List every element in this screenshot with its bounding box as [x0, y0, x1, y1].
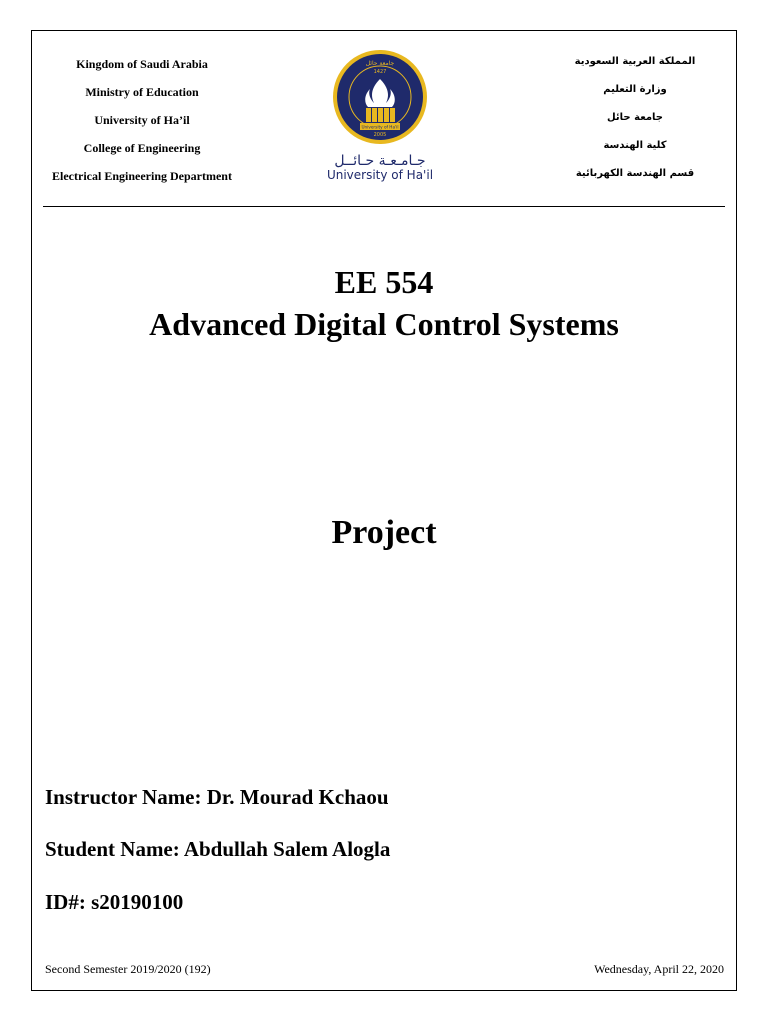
footer-semester: Second Semester 2019/2020 (192) [45, 962, 211, 976]
header-line-country-ar: المملكة العربية السعودية [574, 56, 696, 67]
instructor-name: Instructor Name: Dr. Mourad Kchaou [45, 785, 389, 809]
header-line-country: Kingdom of Saudi Arabia [76, 57, 208, 71]
logo-seal-year-bottom: 2005 [373, 132, 387, 138]
footer-date: Wednesday, April 22, 2020 [594, 962, 724, 976]
header-line-college-ar: كلية الهندسة [603, 140, 667, 151]
document-type: Project [331, 514, 437, 551]
header-line-university: University of Ha’il [94, 113, 190, 127]
header-line-department: Electrical Engineering Department [52, 169, 232, 183]
logo-arabic-name: جـامـعـة حـائــل [334, 153, 426, 169]
header-line-college: College of Engineering [83, 141, 201, 155]
header-divider [43, 206, 725, 207]
header-arabic-block [560, 48, 710, 188]
university-logo [316, 43, 444, 183]
course-name: Advanced Digital Control Systems [149, 306, 619, 342]
logo-seal-year-top: 1427 [373, 69, 387, 75]
logo-seal-arabic: جامعة حائل [365, 60, 395, 67]
logo-seal-name: University of Ha'il [361, 124, 399, 130]
header-line-ministry: Ministry of Education [85, 85, 199, 99]
header-english-block [44, 50, 240, 190]
logo-english-name: University of Ha'il [326, 168, 434, 182]
student-id: ID#: s20190100 [45, 890, 184, 914]
course-code: EE 554 [334, 264, 434, 300]
books-icon [366, 108, 395, 122]
header-line-ministry-ar: وزارة التعليم [603, 84, 667, 95]
student-name: Student Name: Abdullah Salem Alogla [45, 837, 391, 861]
header-line-university-ar: جامعة حائل [607, 112, 663, 123]
header-line-department-ar: قسم الهندسة الكهربائية [575, 168, 695, 179]
